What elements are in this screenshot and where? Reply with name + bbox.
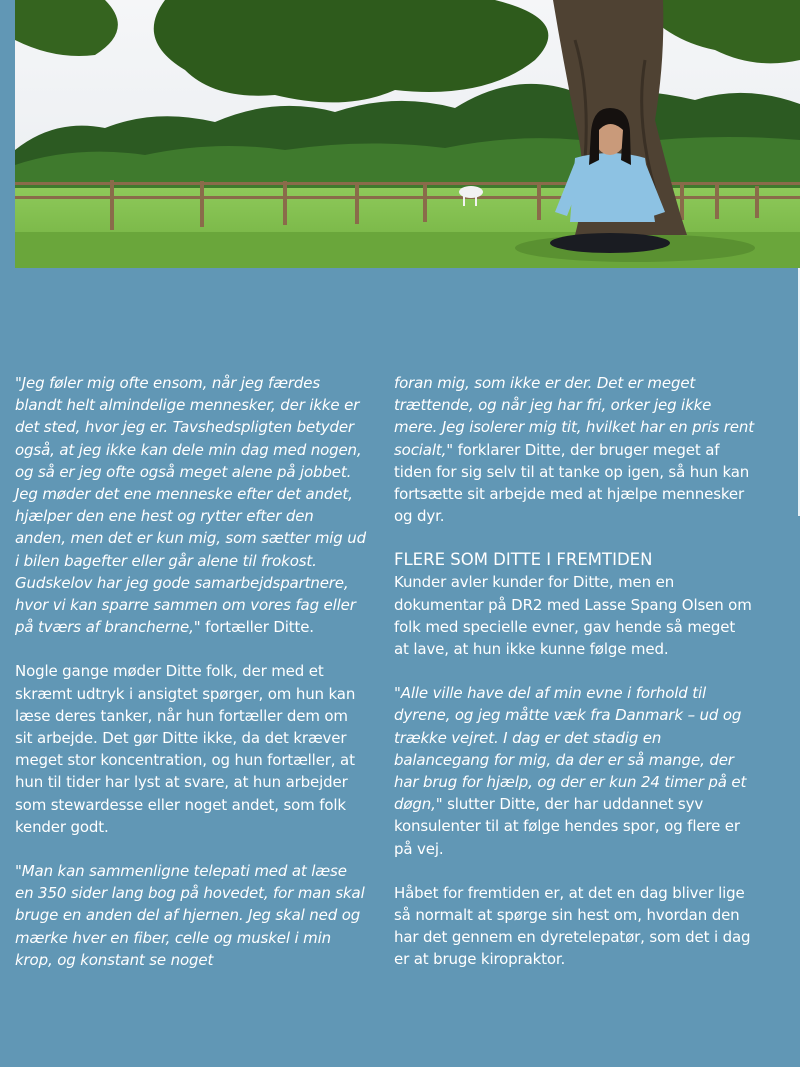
paragraph	[15, 860, 367, 971]
meditation-under-tree-photo	[15, 0, 800, 268]
section-heading: FLERE SOM DITTE I FREMTIDEN	[394, 550, 653, 570]
attribution: fortæller Ditte.	[200, 618, 314, 637]
paragraph: Håbet for fremtiden er, at det en dag bliver lige så normalt at spørge sin hest om, hvordan den har det gennem en dyretelepatør, som det i dag er at bruge kiropraktor.	[394, 883, 751, 969]
quote: "Alle ville have del af min evne i forhold til dyrene, og jeg måtte væk fra Danmark – ud og trække vejret. I dag er det stadig en balancegang for mig, da der er så mange, der har brug for hjælp, og der er kun 24 timer på et døgn,"	[394, 684, 747, 814]
attribution: forklarer Ditte, der bruger meget af tiden for sig selv til at tanke op igen, så hun kan fortsætte sit arbejde med at hjælpe mennesker og dyr.	[394, 440, 750, 526]
paragraph	[15, 372, 367, 638]
quote: "Jeg føler mig ofte ensom, når jeg færdes blandt helt almindelige mennesker, der ikke er det sted, hvor jeg er. Tavshedspligten betyder også, at jeg ikke kan dele min dag med nogen, og så er jeg ofte også meget alene på jobbet. Jeg møder det ene menneske efter det andet, hjælper den ene hest og rytter efter den anden, men det er kun mig, som sætter mig ud i bilen bagefter eller går alene til frokost. Gudskelov har jeg gode samarbejdspartnere, hvor vi kan sparre sammen om vores fag eller på tværs af brancherne,"	[15, 374, 367, 637]
attribution: slutter Ditte, der har uddannet syv konsulenter til at følge hendes spor, og flere er på vej.	[394, 795, 740, 858]
article-column-left	[15, 372, 367, 993]
quote: foran mig, som ikke er der. Det er meget trættende, og når jeg har fri, orker jeg ikke mere. Jeg isolerer mig tit, hvilket har en pris rent socialt,"	[394, 374, 754, 459]
paragraph	[394, 682, 754, 860]
quote: "Man kan sammenligne telepati med at læse en 350 sider lang bog på hovedet, for man skal bruge en anden del af hjernen. Jeg skal ned og mærke hver en fiber, celle og muskel i min krop, og konstant se noget	[15, 862, 365, 969]
paragraph: Kunder avler kunder for Ditte, men en dokumentar på DR2 med Lasse Spang Olsen om folk med specielle evner, gav hende så meget at lave, at hun ikke kunne følge med.	[394, 573, 752, 659]
article-column-right	[394, 372, 754, 993]
paragraph: Nogle gange møder Ditte folk, der med et skræmt udtryk i ansigtet spørger, om hun kan læse deres tanker, når hun fortæller dem om sit arbejde. Det gør Ditte ikke, da det kræver meget stor koncentration, og hun fortæller, at hun til tider har lyst at svare, at hun arbejder som stewardesse eller noget andet, som folk kender godt.	[15, 662, 356, 836]
paragraph	[394, 372, 754, 527]
